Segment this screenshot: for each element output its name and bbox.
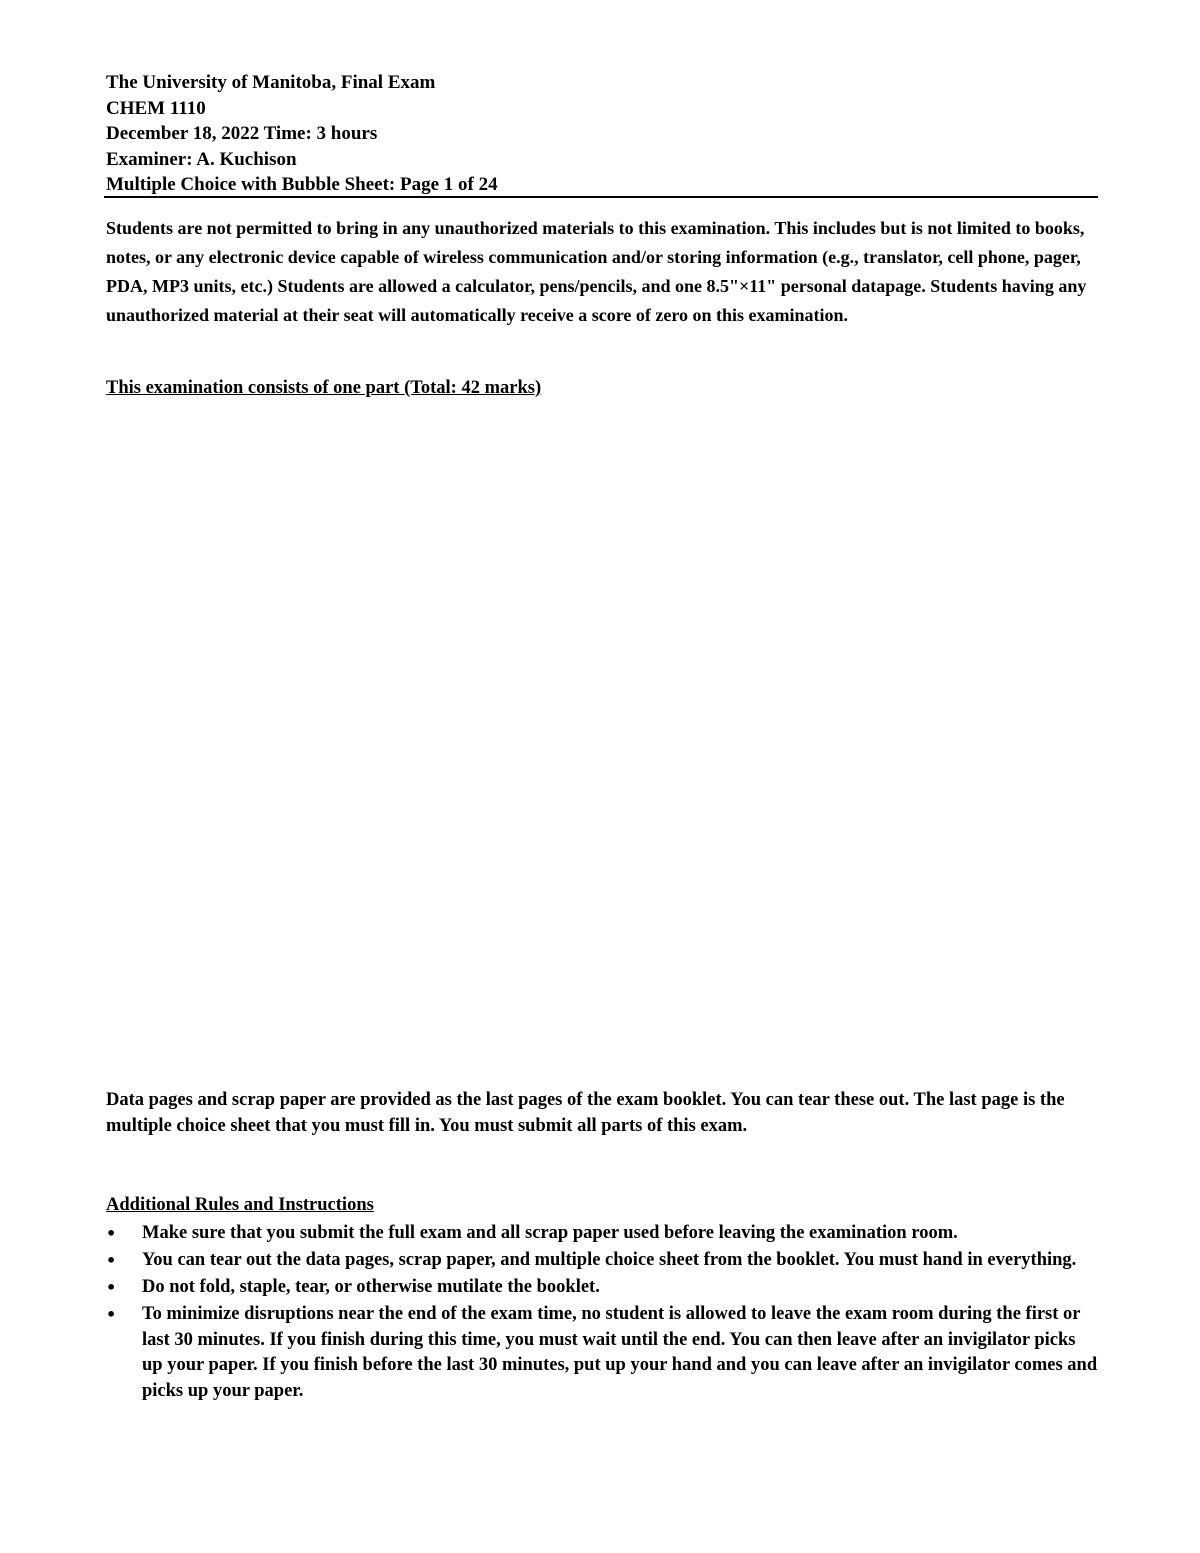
header-examiner: Examiner: A. Kuchison: [106, 148, 297, 170]
bullet-icon: •: [106, 1278, 117, 1297]
rule-item: [106, 1248, 1098, 1274]
header-course: CHEM 1110: [106, 97, 206, 119]
bullet-icon: •: [106, 1251, 117, 1270]
rule-text: Make sure that you submit the full exam and all scrap paper used before leaving the examination room.: [142, 1223, 958, 1243]
rule-text: To minimize disruptions near the end of the exam time, no student is allowed to leave the exam room during the first or last 30 minutes. If you finish during this time, you must wait until the end. You can then leave after an invigilator picks up your paper. If you finish before the last 30 minutes, put up your hand and you can leave after an invigilator comes and picks up your paper.: [142, 1304, 1098, 1401]
rules-heading: Additional Rules and Instructions: [106, 1195, 374, 1215]
rule-item: [106, 1275, 1098, 1301]
header-divider: [104, 196, 1098, 198]
data-pages-paragraph: Data pages and scrap paper are provided as the last pages of the exam booklet. You can tear these out. The last page is the multiple choice sheet that you must fill in. You must submit all parts of this exam.: [106, 1090, 1065, 1136]
rule-text: You can tear out the data pages, scrap paper, and multiple choice sheet from the booklet. You must hand in everything.: [142, 1250, 1077, 1270]
rules-list: [106, 1221, 1098, 1406]
header-date-time: December 18, 2022 Time: 3 hours: [106, 123, 378, 144]
exam-header: [106, 70, 1098, 198]
parts-statement: This examination consists of one part (Total: 42 marks): [106, 378, 542, 398]
header-page-info: Multiple Choice with Bubble Sheet: Page 1 of 24: [106, 174, 498, 195]
rule-item: [106, 1302, 1098, 1404]
rule-item: [106, 1221, 1098, 1247]
bullet-icon: •: [106, 1305, 117, 1324]
bullet-icon: •: [106, 1224, 117, 1243]
header-university: The University of Manitoba, Final Exam: [106, 72, 436, 93]
rule-text: Do not fold, staple, tear, or otherwise mutilate the booklet.: [142, 1277, 600, 1297]
intro-paragraph: Students are not permitted to bring in any unauthorized materials to this examination. This includes but is not limited to books, notes, or any electronic device capable of wireless communication and/or storing information (e.g., translator, cell phone, pager, PDA, MP3 units, etc.) Students are allowed a calculator, pens/pencils, and one 8.5"×11" personal datapage. Students having any unauthorized material at their seat will automatically receive a score of zero on this examination.: [106, 218, 1087, 325]
